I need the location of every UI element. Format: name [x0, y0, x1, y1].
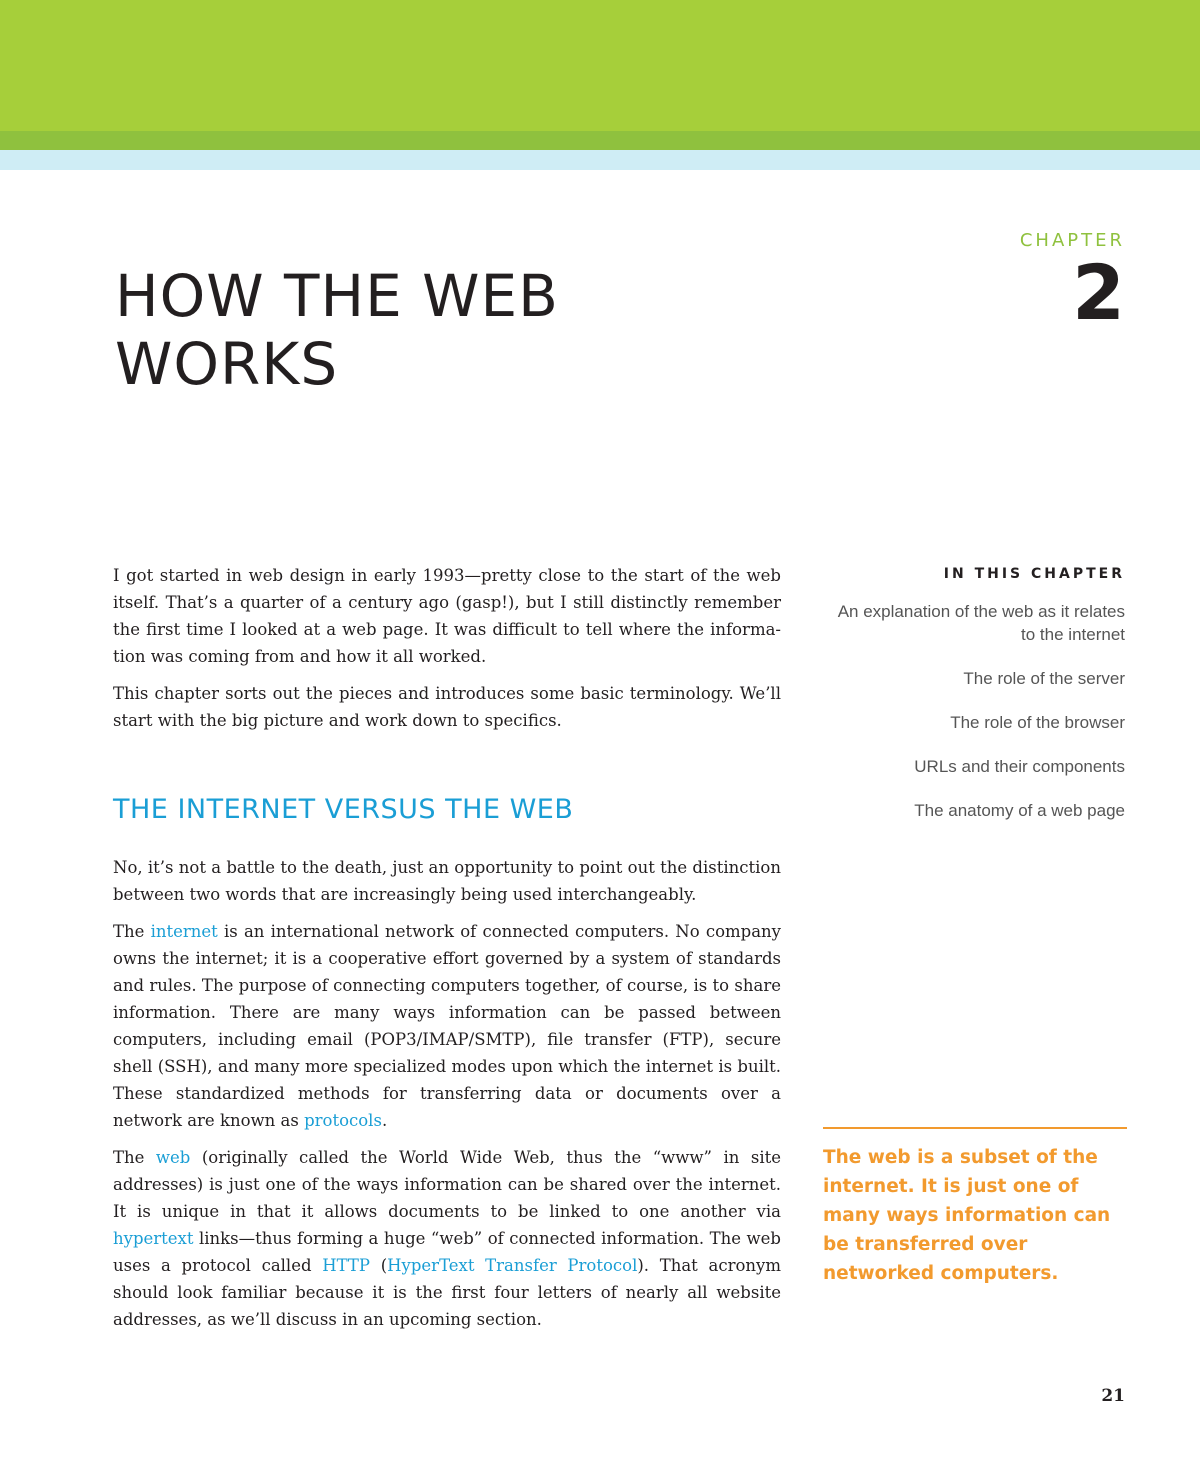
header-band-blue [0, 150, 1200, 170]
chapter-label: CHAPTER [1019, 230, 1125, 251]
header-band-green-dark [0, 131, 1200, 150]
sidebar-list [830, 600, 1125, 822]
term-web: web [155, 1148, 191, 1167]
section-paragraph-2 [113, 918, 781, 1134]
chapter-title-line1: HOW THE WEB [115, 262, 559, 330]
text-run: ). That acronym should look familiar because it is the first four letters of nearly all website addresses, as we’ll discuss in an upcoming section. [113, 1256, 781, 1329]
term-hypertext: hypertext [113, 1229, 194, 1248]
section-paragraph-3 [113, 1144, 781, 1333]
intro-paragraph-1: I got started in web design in early 1993—pretty close to the start of the web itself. That’s a quarter of a century ago (gasp!), but I still distinctly remember the first time I looked at a web page. It was difficult to tell where the information was coming from and how it all worked. [113, 566, 781, 666]
text-run: . [381, 1111, 388, 1130]
section-heading: THE INTERNET VERSUS THE WEB [113, 794, 574, 825]
chapter-number: 2 [1072, 248, 1125, 337]
sidebar-item: The anatomy of a web page [914, 801, 1125, 820]
sidebar-item: The role of the server [963, 669, 1125, 688]
sidebar-heading: IN THIS CHAPTER [943, 566, 1125, 582]
term-protocols: protocols [304, 1111, 382, 1130]
intro-paragraph-2: This chapter sorts out the pieces and introduces some basic terminology. We’ll start with the big picture and work down to specifics. [113, 684, 781, 730]
callout-box [823, 1127, 1127, 1288]
text-run: is an international network of connected computers. No company owns the internet; it is a cooperative effort governed by a system of standards and rules. The purpose of connecting computers together, of course, is to share information. There are many ways information can be passed between computers, including email (POP3/IMAP/SMTP), file transfer (FTP), secure shell (SSH), and many more specialized modes upon which the internet is built. These standardized methods for transferring data or documents over a network are known as [113, 922, 781, 1130]
header-band-green [0, 0, 1200, 131]
text-run: The [113, 1148, 156, 1167]
chapter-title [115, 262, 875, 398]
sidebar-item: The role of the browser [950, 713, 1125, 732]
term-hypertext-transfer-protocol: HyperText Transfer Protocol [387, 1256, 638, 1275]
term-internet: internet [150, 922, 218, 941]
page-number: 21 [1101, 1386, 1125, 1406]
text-run: links—thus forming a huge “web” of connected information. The web uses a protocol called [113, 1229, 781, 1275]
sidebar-item: An explanation of the web as it relates to the internet [837, 602, 1125, 644]
main-text [113, 562, 781, 1343]
callout-text: The web is a subset of the internet. It is just one of many ways information can be transferred over networked computers. [823, 1147, 1111, 1284]
text-run: The [113, 922, 151, 941]
in-this-chapter-sidebar [830, 566, 1125, 843]
section-paragraph-1: No, it’s not a battle to the death, just an opportunity to point out the distinction between two words that are increasingly being used interchangeably. [113, 858, 781, 904]
term-http: HTTP [322, 1256, 371, 1275]
chapter-title-line2: WORKS [115, 330, 339, 398]
sidebar-item: URLs and their components [914, 757, 1125, 776]
text-run: (originally called the World Wide Web, thus the “www” in site addresses) is just one of the ways information can be shared over the internet. It is unique in that it allows documents to be linked to one another via [113, 1148, 781, 1221]
text-run: ( [370, 1256, 388, 1275]
